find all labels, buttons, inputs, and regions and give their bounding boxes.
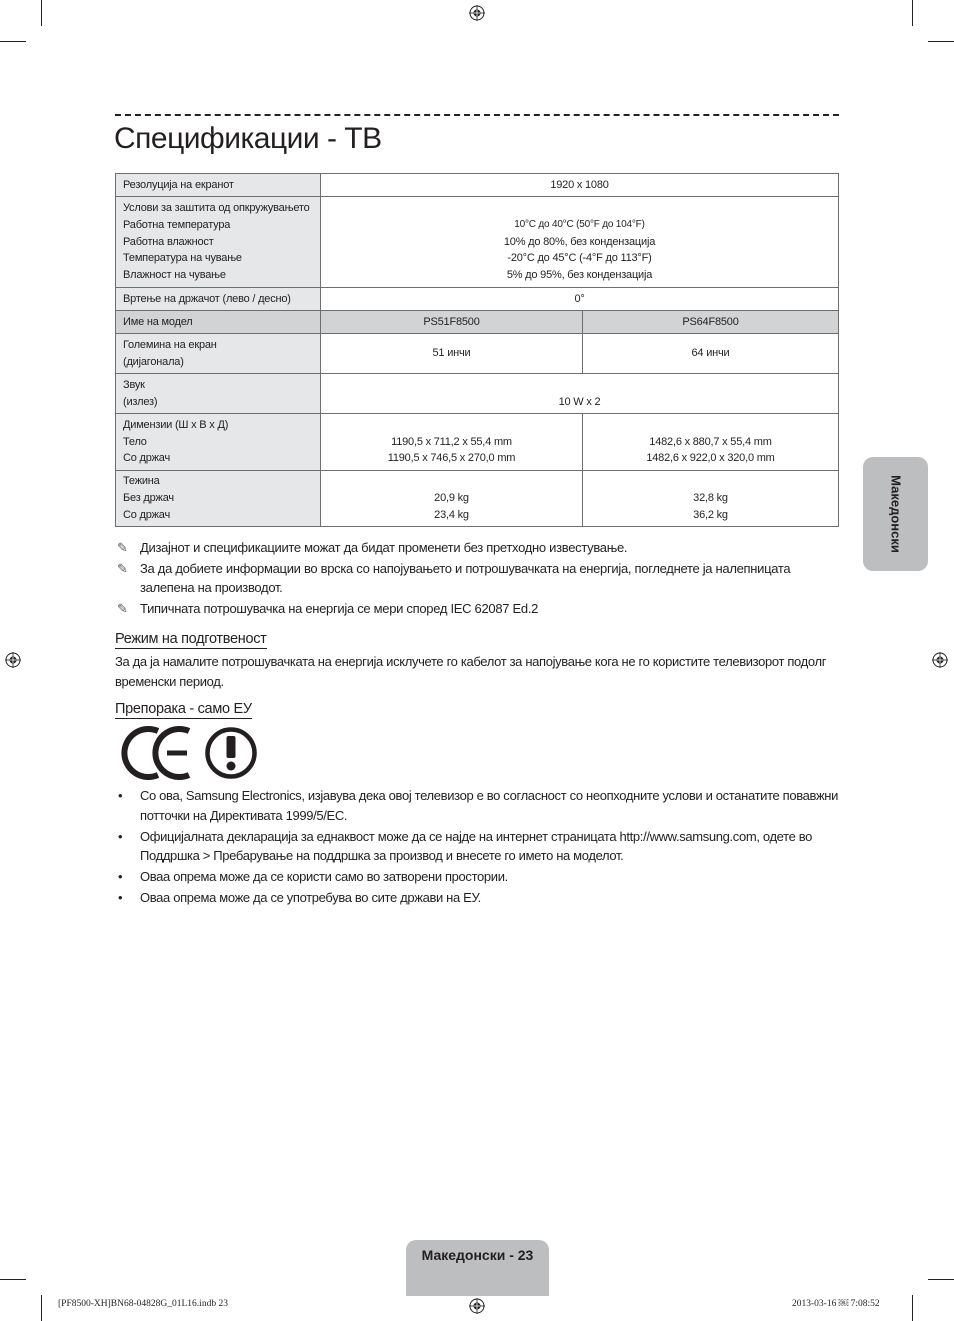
- label-line: Услови за заштита од опкружувањето: [123, 202, 310, 214]
- row-value: [583, 414, 839, 471]
- label-line: Работна температура: [123, 218, 231, 231]
- page-number: Македонски - 23: [421, 1247, 534, 1263]
- model-name: PS64F8500: [583, 311, 839, 334]
- print-slug-left: [PF8500-XH]BN68-04828G_01L16.indb 23: [58, 1299, 228, 1309]
- value-line: 36,2 kg: [693, 508, 728, 521]
- standby-text: За да ја намалите потрошувачката на енергија исклучете го кабелот за напојување кога не го користите телевизорот подолг временски период.: [115, 654, 827, 689]
- ce-mark-icon: [115, 726, 260, 780]
- row-label: Резолуција на екранот: [116, 174, 321, 197]
- page-footer-tab: [406, 1240, 549, 1296]
- value-line: 10% до 80%, без кондензација: [503, 235, 656, 248]
- value-line: [328, 377, 831, 394]
- value-line: [328, 200, 831, 217]
- crop-mark: [0, 41, 26, 42]
- row-value: 1920 x 1080: [321, 174, 839, 197]
- row-value: [321, 374, 839, 414]
- label-line: Звук: [123, 378, 145, 391]
- list-item-text: Оваа опрема може да се употребува во сите држави на ЕУ.: [140, 890, 481, 905]
- registration-mark-icon: [469, 5, 485, 21]
- value-line: [590, 417, 831, 434]
- crop-mark: [912, 0, 913, 26]
- bullet-dot: •: [118, 890, 123, 905]
- value-line: 20,9 kg: [434, 492, 469, 505]
- page-title: Спецификации - ТВ: [114, 122, 382, 155]
- row-value: [321, 414, 583, 471]
- row-label: Име на модел: [116, 311, 321, 334]
- table-row: [116, 197, 839, 288]
- note-text: Дизајнот и спецификациите можат да бидат променети без претходно известување.: [140, 540, 628, 555]
- bullet-dot: •: [118, 788, 123, 803]
- table-row: [116, 374, 839, 414]
- table-row: [116, 174, 839, 197]
- value-line: [590, 473, 831, 490]
- row-value: 0°: [321, 288, 839, 311]
- table-row: [116, 288, 839, 311]
- row-label: Вртење на држачот (лево / десно): [116, 288, 321, 311]
- registration-mark-icon: [469, 1298, 485, 1314]
- row-label: [116, 414, 321, 471]
- label-line: Големина на екран: [123, 338, 217, 351]
- note-item: [115, 559, 839, 598]
- row-value: 64 инчи: [583, 334, 839, 374]
- value-line: 5% до 95%, без кондензација: [506, 269, 653, 282]
- label-line: Влажност на чување: [123, 269, 226, 282]
- note-item: [115, 538, 839, 558]
- row-value: [583, 471, 839, 527]
- row-label: [116, 334, 321, 374]
- label-line: Тело: [123, 435, 147, 448]
- list-item-text: Официјалната декларација за еднаквост може да се најде на интернет страницата http://www.samsung.com, одете во Поддршка > Пребарување на поддршка за производ и внесете го името на моделот.: [140, 828, 813, 863]
- pencil-note-icon: ✎: [117, 600, 128, 616]
- row-label: [116, 197, 321, 288]
- eu-heading: Препорака - само ЕУ: [115, 701, 252, 717]
- notes-list: [115, 538, 839, 619]
- table-row: [116, 471, 839, 527]
- list-item-text: Оваа опрема може да се користи само во затворени простории.: [140, 869, 508, 884]
- eu-bullet-list: [115, 786, 839, 909]
- row-value: 51 инчи: [321, 334, 583, 374]
- value-line: 10°C до 40°C (50°F до 104°F): [514, 218, 645, 230]
- list-item: [115, 827, 839, 866]
- exclamation-circle-icon: [208, 730, 255, 777]
- value-line: 10 W x 2: [558, 395, 601, 408]
- note-text: Типичната потрошувачка на енергија се мери според IEC 62087 Ed.2: [140, 600, 539, 616]
- model-name: PS51F8500: [321, 311, 583, 334]
- row-value: [321, 197, 839, 288]
- title-rule: [115, 114, 839, 116]
- standby-heading: Режим на подготвеност: [115, 631, 267, 647]
- registration-mark-icon: [932, 652, 948, 668]
- bullet-dot: •: [118, 828, 123, 844]
- label-line: (дијагонала): [123, 355, 184, 368]
- label-line: Температура на чување: [123, 252, 242, 265]
- note-item: [115, 599, 839, 619]
- row-label: [116, 374, 321, 414]
- note-text: За да добиете информации во врска со напојувањето и потрошувачката на енергија, погледнете ја налепницата залепена на производот.: [140, 560, 791, 595]
- crop-mark: [41, 0, 42, 26]
- side-tab-label: Македонски: [888, 475, 904, 553]
- registration-mark-icon: [5, 652, 21, 668]
- label-line: Без држач: [123, 492, 174, 505]
- value-line: 23,4 kg: [434, 508, 469, 521]
- value-line: -20°C до 45°C (-4°F до 113°F): [507, 252, 652, 265]
- bullet-dot: •: [118, 869, 123, 884]
- row-label: [116, 471, 321, 527]
- value-line: 1482,6 x 880,7 x 55,4 mm: [649, 435, 772, 448]
- row-value: [321, 471, 583, 527]
- label-line: Димензии (Ш x В x Д): [123, 418, 229, 431]
- print-slug-right: 2013-03-16 ￼ 7:08:52: [792, 1299, 880, 1309]
- label-line: Со држач: [123, 452, 171, 465]
- crop-mark: [928, 41, 954, 42]
- label-line: Тежина: [123, 475, 160, 488]
- language-side-tab: [863, 457, 928, 571]
- pencil-note-icon: ✎: [117, 540, 128, 555]
- value-line: 1190,5 x 711,2 x 55,4 mm: [391, 435, 512, 448]
- value-line: 32,8 kg: [693, 492, 728, 505]
- value-line: [328, 473, 575, 490]
- pencil-note-icon: ✎: [117, 560, 128, 576]
- value-line: 1190,5 x 746,5 x 270,0 mm: [387, 452, 516, 465]
- value-line: [328, 417, 575, 434]
- value-line: 1482,6 x 922,0 x 320,0 mm: [646, 452, 775, 465]
- crop-mark: [928, 1279, 954, 1280]
- table-row: [116, 414, 839, 471]
- label-line: Работна влажност: [123, 235, 214, 248]
- table-row: [116, 334, 839, 374]
- crop-mark: [41, 1295, 42, 1321]
- spec-table: [115, 173, 839, 527]
- list-item: [115, 867, 839, 887]
- list-item: [115, 888, 839, 908]
- label-line: (излез): [123, 395, 158, 408]
- list-item-text: Со ова, Samsung Electronics, изјавува дека овој телевизор е во согласност со неопходните услови и останатите повавжни потточки на Директивата 1999/5/ЕС.: [140, 788, 839, 823]
- crop-mark: [0, 1279, 26, 1280]
- table-row: [116, 311, 839, 334]
- crop-mark: [912, 1295, 913, 1321]
- label-line: Со држач: [123, 508, 171, 521]
- list-item: [115, 786, 839, 825]
